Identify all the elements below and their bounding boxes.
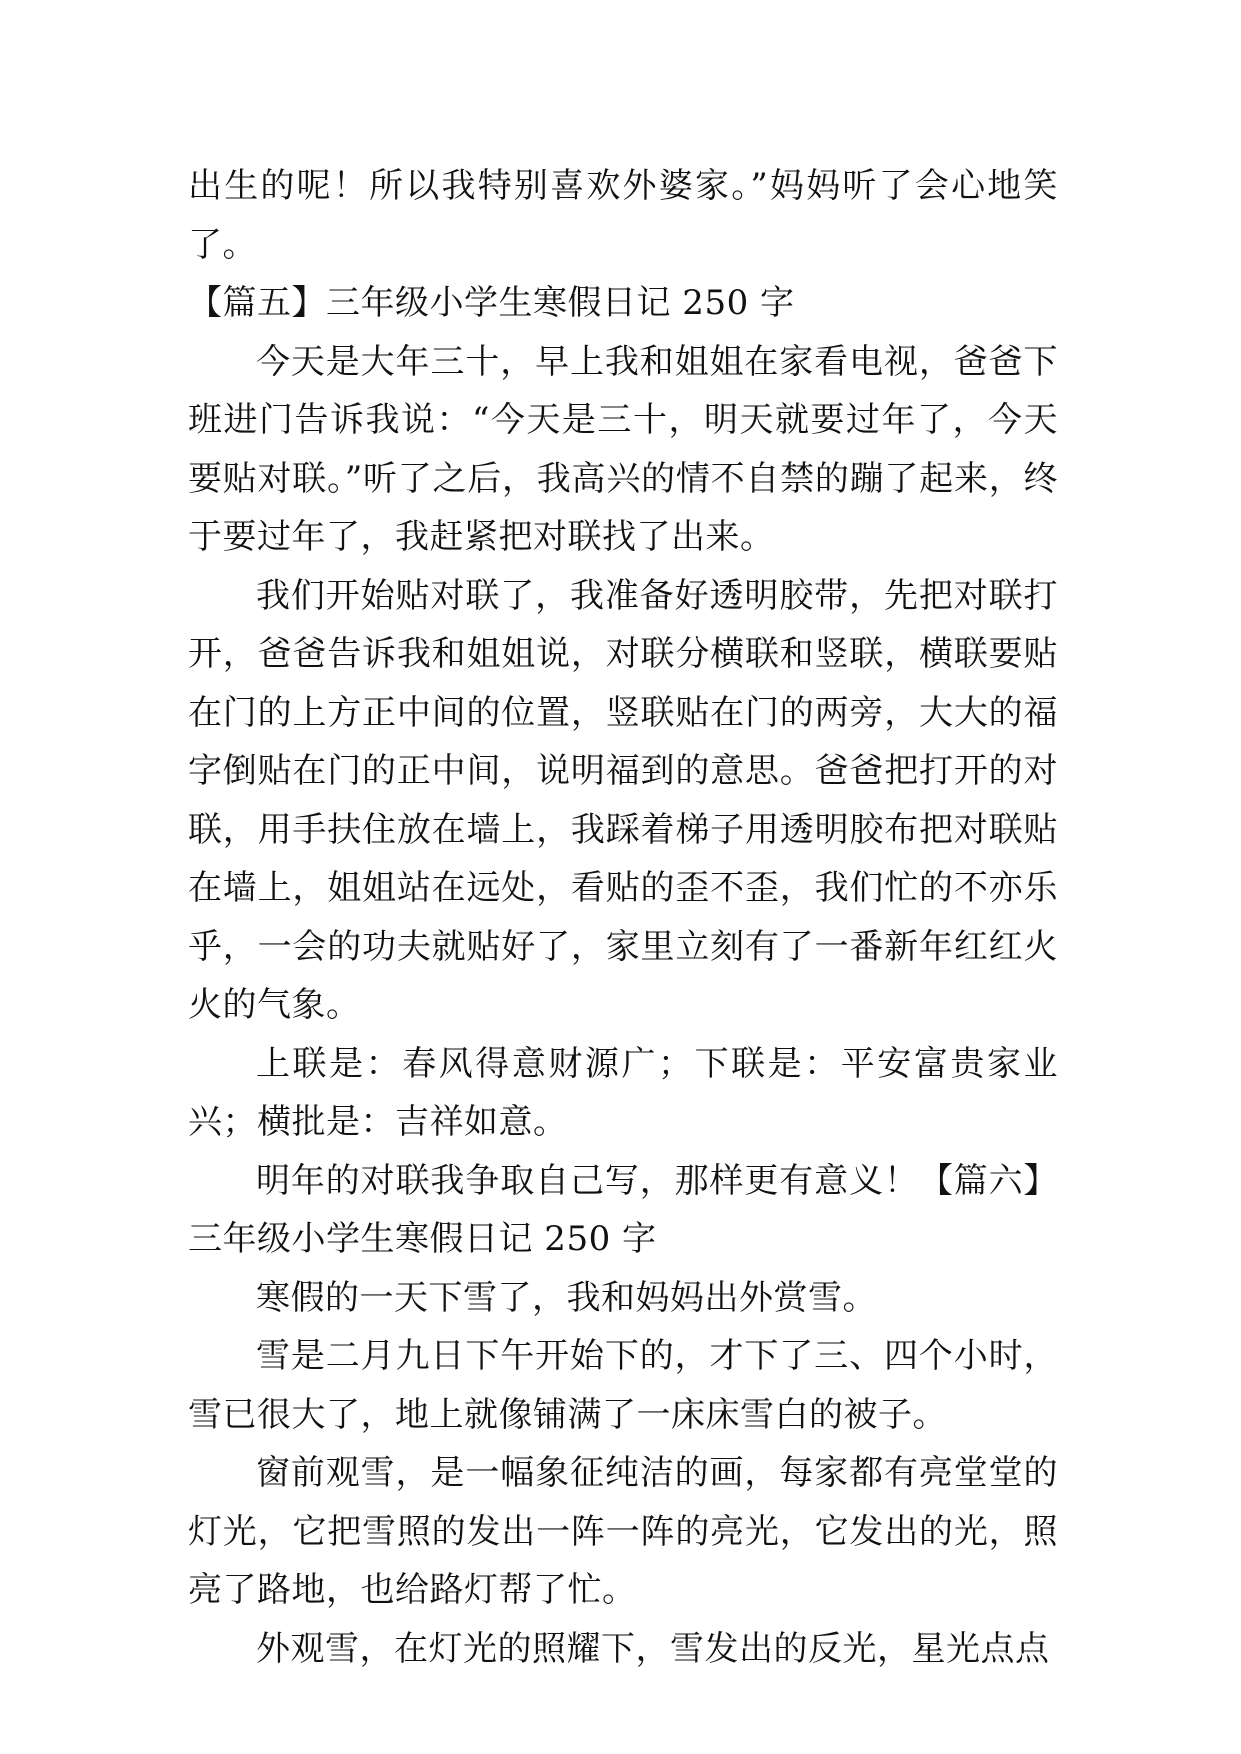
paragraph: 上联是：春风得意财源广；下联是：平安富贵家业兴；横批是：吉祥如意。 [188,1043,1058,1142]
document-body [188,157,1058,1678]
paragraph: 外观雪，在灯光的照耀下，雪发出的反光，星光点点 [256,1628,1050,1669]
paragraph: 寒假的一天下雪了，我和妈妈出外赏雪。 [256,1277,877,1318]
paragraph: 出生的呢！所以我特别喜欢外婆家。”妈妈听了会心地笑了。 [188,166,1058,265]
paragraph: 明年的对联我争取自己写，那样更有意义！【篇六】三年级小学生寒假日记 250 字 [188,1160,1058,1259]
paragraph: 窗前观雪，是一幅象征纯洁的画，每家都有亮堂堂的灯光，它把雪照的发出一阵一阵的亮光，它发出的光，照亮了路地，也给路灯帮了忙。 [188,1453,1058,1610]
paragraph: 我们开始贴对联了，我准备好透明胶带，先把对联打开，爸爸告诉我和姐姐说，对联分横联和竖联，横联要贴在门的上方正中间的位置，竖联贴在门的两旁，大大的福字倒贴在门的正中间，说明福到的意思。爸爸把打开的对联，用手扶住放在墙上，我踩着梯子用透明胶布把对联贴在墙上，姐姐站在远处，看贴的歪不歪，我们忙的不亦乐乎，一会的功夫就贴好了，家里立刻有了一番新年红红火火的气象。 [188,575,1058,1025]
paragraph: 雪是二月九日下午开始下的，才下了三、四个小时，雪已很大了，地上就像铺满了一床床雪白的被子。 [188,1336,1058,1435]
section-heading: 【篇五】三年级小学生寒假日记 250 字 [188,283,795,323]
paragraph: 今天是大年三十，早上我和姐姐在家看电视，爸爸下班进门告诉我说：“今天是三十，明天就要过年了，今天要贴对联。”听了之后，我高兴的情不自禁的蹦了起来，终于要过年了，我赶紧把对联找了出来。 [188,341,1058,557]
